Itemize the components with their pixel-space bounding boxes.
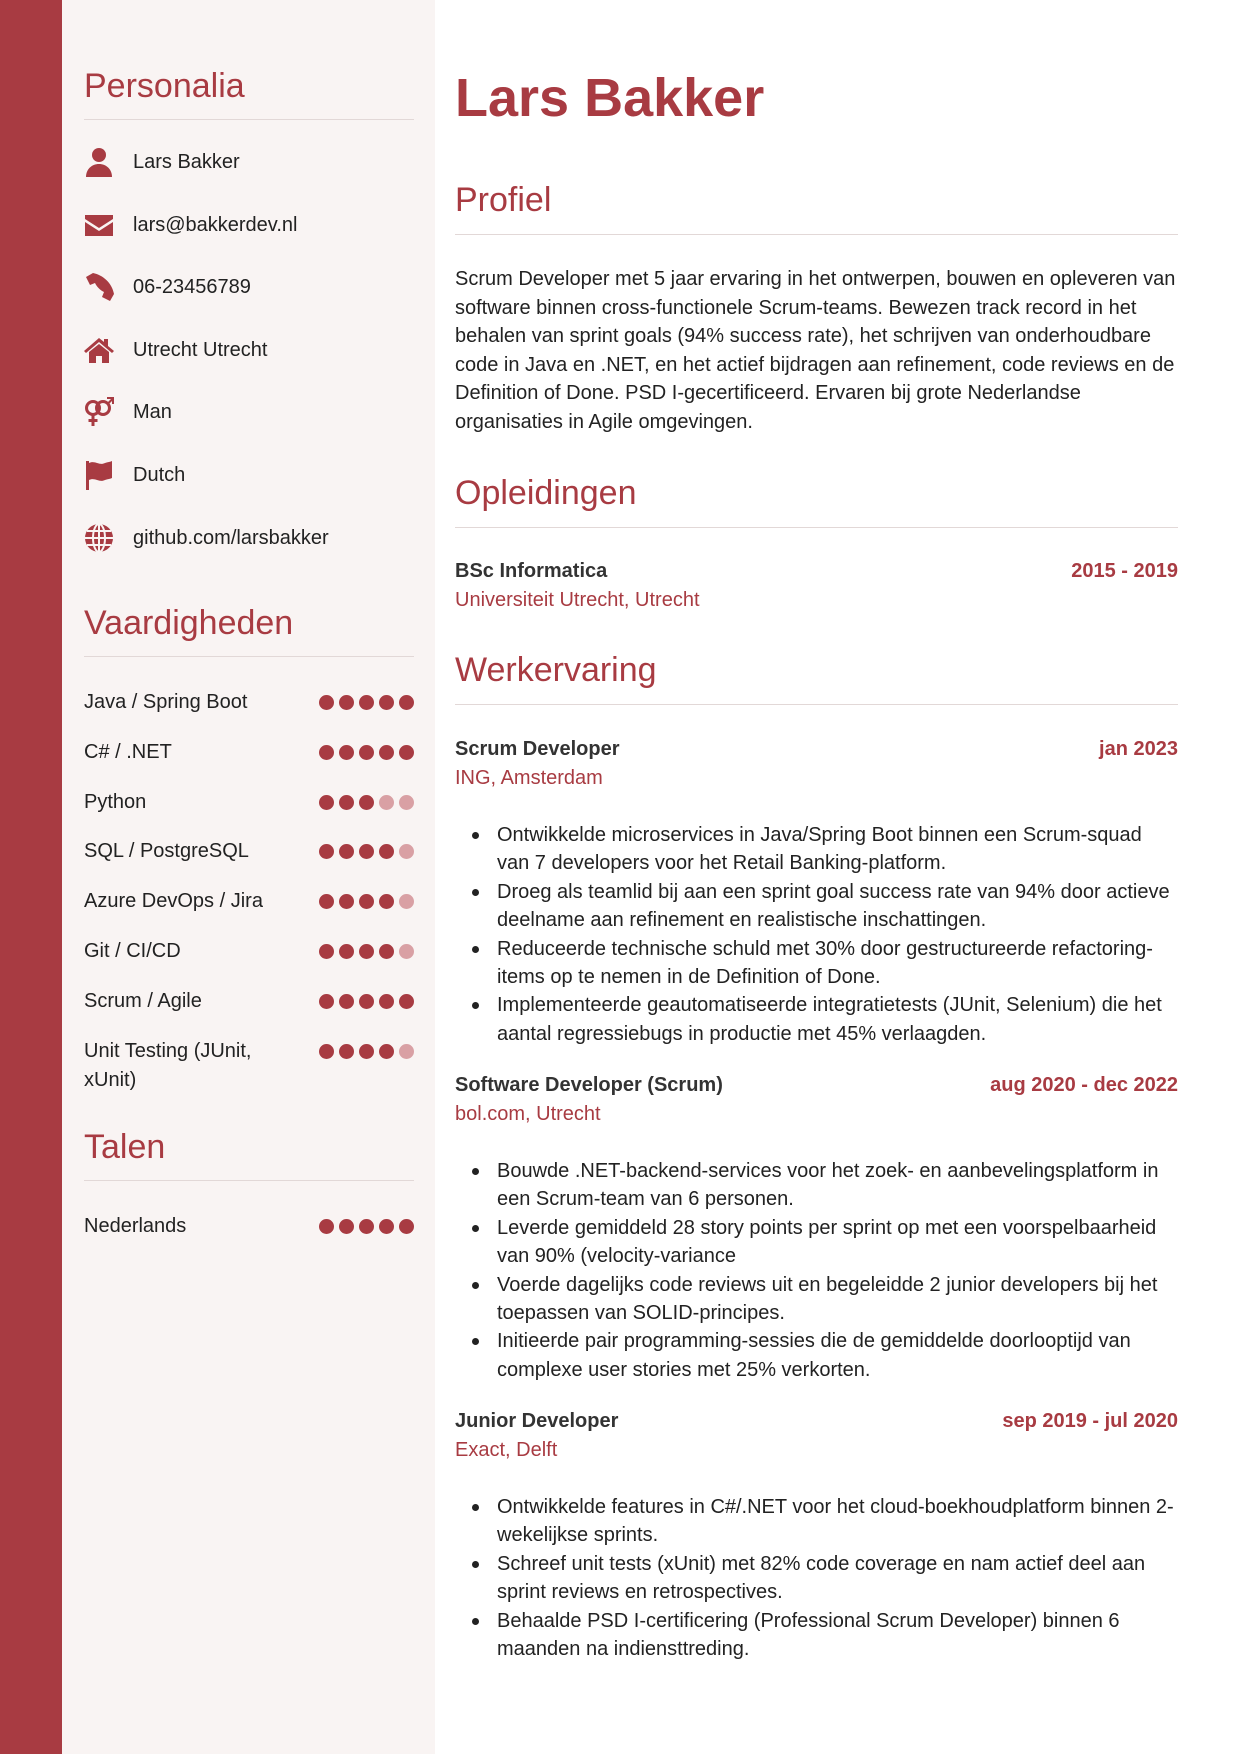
accent-stripe — [0, 0, 62, 1754]
rating-dot-filled — [399, 695, 414, 710]
job-header — [455, 1071, 1178, 1099]
rating-dot-filled — [379, 695, 394, 710]
divider — [455, 234, 1178, 235]
rating-dot-filled — [359, 844, 374, 859]
rating-dot-filled — [319, 894, 334, 909]
rating-dots — [319, 887, 414, 909]
divider — [84, 119, 414, 120]
rating-dot-filled — [379, 1219, 394, 1234]
list-item: Voerde dagelijks code reviews uit en begeleidde 2 junior developers bij het toepassen van SOLID-principes. — [455, 1271, 1178, 1328]
job-organization: ING, Amsterdam — [455, 767, 603, 789]
job-date: sep 2019 - jul 2020 — [1002, 1410, 1178, 1432]
rating-dots — [319, 837, 414, 859]
personal-section — [84, 66, 414, 120]
experience-heading: Werkervaring — [455, 651, 657, 689]
rating-dot-filled — [319, 994, 334, 1009]
job-header — [455, 1407, 1178, 1435]
rating-dot-filled — [379, 944, 394, 959]
rated-item — [84, 1212, 414, 1241]
job-role: Scrum Developer — [455, 738, 620, 760]
divider — [84, 1180, 414, 1181]
list-item: Implementeerde geautomatiseerde integratietests (JUnit, Selenium) die het aantal regressiebugs in productie met 45% verlaagden. — [455, 991, 1178, 1048]
rated-item-name: Git / CI/CD — [84, 939, 181, 962]
rating-dot-filled — [319, 944, 334, 959]
education-entry-header — [455, 557, 1178, 585]
contact-address — [84, 333, 414, 396]
phone-icon — [82, 270, 116, 304]
rating-dot-empty — [399, 894, 414, 909]
rating-dot-filled — [399, 1219, 414, 1234]
contact-text[interactable]: github.com/larsbakker — [133, 526, 329, 549]
rating-dot-filled — [339, 745, 354, 760]
rating-dot-filled — [319, 745, 334, 760]
experience-section — [455, 650, 1178, 705]
contact-text: Man — [133, 401, 172, 424]
rating-dot-filled — [319, 844, 334, 859]
rating-dot-filled — [319, 1044, 334, 1059]
contact-name — [84, 145, 414, 208]
list-item: Reduceerde technische schuld met 30% door gestructureerde refactoring-items op te nemen in de Definition of Done. — [455, 935, 1178, 992]
rating-dot-filled — [359, 795, 374, 810]
job-bullets — [455, 1493, 1178, 1663]
rating-dot-empty — [399, 795, 414, 810]
list-item: Ontwikkelde features in C#/.NET voor het cloud-boekhoudplatform binnen 2-wekelijkse sprints. — [455, 1493, 1178, 1550]
rating-dot-filled — [379, 994, 394, 1009]
rating-dot-filled — [319, 695, 334, 710]
rating-dot-filled — [339, 1219, 354, 1234]
rating-dot-filled — [379, 745, 394, 760]
rating-dot-filled — [319, 1219, 334, 1234]
contact-phone — [84, 270, 414, 333]
contact-text: Lars Bakker — [133, 151, 240, 173]
contact-list — [84, 145, 414, 583]
globe-icon — [82, 521, 116, 555]
contact-text: Utrecht Utrecht — [133, 338, 268, 361]
education-school: Universiteit Utrecht, Utrecht — [455, 589, 700, 611]
rating-dot-filled — [359, 745, 374, 760]
rating-dot-filled — [339, 1044, 354, 1059]
rating-dot-filled — [359, 944, 374, 959]
rating-dot-filled — [339, 994, 354, 1009]
gender-icon — [82, 395, 116, 429]
language-list — [84, 1212, 414, 1241]
rated-item-name: Unit Testing (JUnit, xUnit) — [84, 1039, 252, 1091]
rated-item-name: Python — [84, 790, 147, 813]
rated-item — [84, 738, 414, 767]
contact-text[interactable]: lars@bakkerdev.nl — [133, 213, 298, 236]
rated-item-name: Scrum / Agile — [84, 989, 202, 1012]
rating-dot-filled — [379, 1044, 394, 1059]
rated-item — [84, 887, 414, 916]
education-heading: Opleidingen — [455, 474, 637, 512]
rating-dot-filled — [339, 894, 354, 909]
list-item: Droeg als teamlid bij aan een sprint goal success rate van 94% door actieve deelname aan refinement en realistische inschattingen. — [455, 878, 1178, 935]
rated-item-name: Nederlands — [84, 1215, 187, 1237]
rating-dots — [319, 788, 414, 810]
rating-dots — [319, 937, 414, 959]
rated-item-name: Java / Spring Boot — [84, 691, 248, 713]
rated-item — [84, 788, 414, 817]
contact-text: 06-23456789 — [133, 276, 251, 299]
contact-text: Dutch — [133, 463, 186, 486]
divider — [84, 656, 414, 657]
rating-dots — [319, 1212, 414, 1234]
job-bullets — [455, 1157, 1178, 1384]
rated-item — [84, 837, 414, 866]
job-role: Junior Developer — [455, 1410, 619, 1432]
rating-dot-empty — [379, 795, 394, 810]
list-item: Ontwikkelde microservices in Java/Spring Boot binnen een Scrum-squad van 7 developers voor het Retail Banking-platform. — [455, 821, 1178, 878]
rating-dot-filled — [399, 994, 414, 1009]
contact-nationality — [84, 458, 414, 521]
job-date: jan 2023 — [1099, 738, 1178, 760]
rating-dot-filled — [359, 894, 374, 909]
rating-dot-filled — [399, 745, 414, 760]
job-role: Software Developer (Scrum) — [455, 1074, 723, 1096]
rated-item — [84, 987, 414, 1016]
home-icon — [82, 333, 116, 367]
list-item: Behaalde PSD I-certificering (Professional Scrum Developer) binnen 6 maanden na indiensttreding. — [455, 1607, 1178, 1664]
rating-dot-filled — [359, 994, 374, 1009]
rated-item-name: Azure DevOps / Jira — [84, 890, 263, 913]
languages-heading: Talen — [84, 1128, 166, 1166]
job-organization: bol.com, Utrecht — [455, 1103, 601, 1125]
rating-dot-filled — [379, 894, 394, 909]
skills-heading: Vaardigheden — [84, 604, 294, 642]
person-icon — [82, 145, 116, 179]
rated-item-name: SQL / PostgreSQL — [84, 840, 249, 863]
candidate-name: Lars Bakker — [455, 68, 765, 128]
rating-dot-empty — [399, 944, 414, 959]
envelope-icon — [82, 208, 116, 242]
rating-dot-empty — [399, 1044, 414, 1059]
rated-item-name: C# / .NET — [84, 740, 172, 763]
rating-dot-filled — [339, 695, 354, 710]
rating-dot-filled — [319, 795, 334, 810]
job-bullets — [455, 821, 1178, 1048]
rating-dot-filled — [359, 1219, 374, 1234]
rating-dots — [319, 738, 414, 760]
rating-dot-filled — [339, 944, 354, 959]
list-item: Bouwde .NET-backend-services voor het zoek- en aanbevelingsplatform in een Scrum-team van 6 personen. — [455, 1157, 1178, 1214]
rating-dot-filled — [359, 1044, 374, 1059]
education-date: 2015 - 2019 — [1071, 560, 1178, 582]
profile-section — [455, 180, 1178, 235]
education-degree: BSc Informatica — [455, 560, 608, 582]
job-organization: Exact, Delft — [455, 1439, 558, 1461]
rating-dots — [319, 987, 414, 1009]
rating-dot-empty — [399, 844, 414, 859]
contact-website[interactable] — [84, 521, 414, 584]
divider — [455, 527, 1178, 528]
rated-item — [84, 937, 414, 966]
flag-icon — [82, 458, 116, 492]
list-item: Initieerde pair programming-sessies die de gemiddelde doorlooptijd van complexe user stories met 25% verkorten. — [455, 1327, 1178, 1384]
contact-gender — [84, 395, 414, 458]
personal-heading: Personalia — [84, 67, 245, 105]
rating-dot-filled — [359, 695, 374, 710]
education-section — [455, 473, 1178, 528]
list-item: Leverde gemiddeld 28 story points per sprint op met een voorspelbaarheid van 90% (velocity-variance — [455, 1214, 1178, 1271]
profile-heading: Profiel — [455, 181, 552, 219]
contact-email[interactable] — [84, 208, 414, 271]
skills-section — [84, 603, 414, 657]
list-item: Schreef unit tests (xUnit) met 82% code coverage en nam actief deel aan sprint reviews en retrospectives. — [455, 1550, 1178, 1607]
job-date: aug 2020 - dec 2022 — [990, 1074, 1178, 1096]
job-header — [455, 735, 1178, 763]
languages-section — [84, 1127, 414, 1181]
rating-dots — [319, 688, 414, 710]
rated-item — [84, 1037, 414, 1095]
rating-dot-filled — [339, 795, 354, 810]
rating-dots — [319, 1037, 414, 1059]
skill-list — [84, 688, 414, 1115]
rating-dot-filled — [379, 844, 394, 859]
rating-dot-filled — [339, 844, 354, 859]
profile-text: Scrum Developer met 5 jaar ervaring in het ontwerpen, bouwen en opleveren van software binnen cross-functionele Scrum-teams. Bewezen track record in het behalen van sprint goals (94% success rate), het schrijven van onderhoudbare code in Java en .NET, en het actief bijdragen aan refinement, code reviews en de Definition of Done. PSD I-gecertificeerd. Ervaren bij grote Nederlandse organisaties in Agile omgevingen. — [455, 268, 1176, 433]
divider — [455, 704, 1178, 705]
rated-item — [84, 688, 414, 717]
